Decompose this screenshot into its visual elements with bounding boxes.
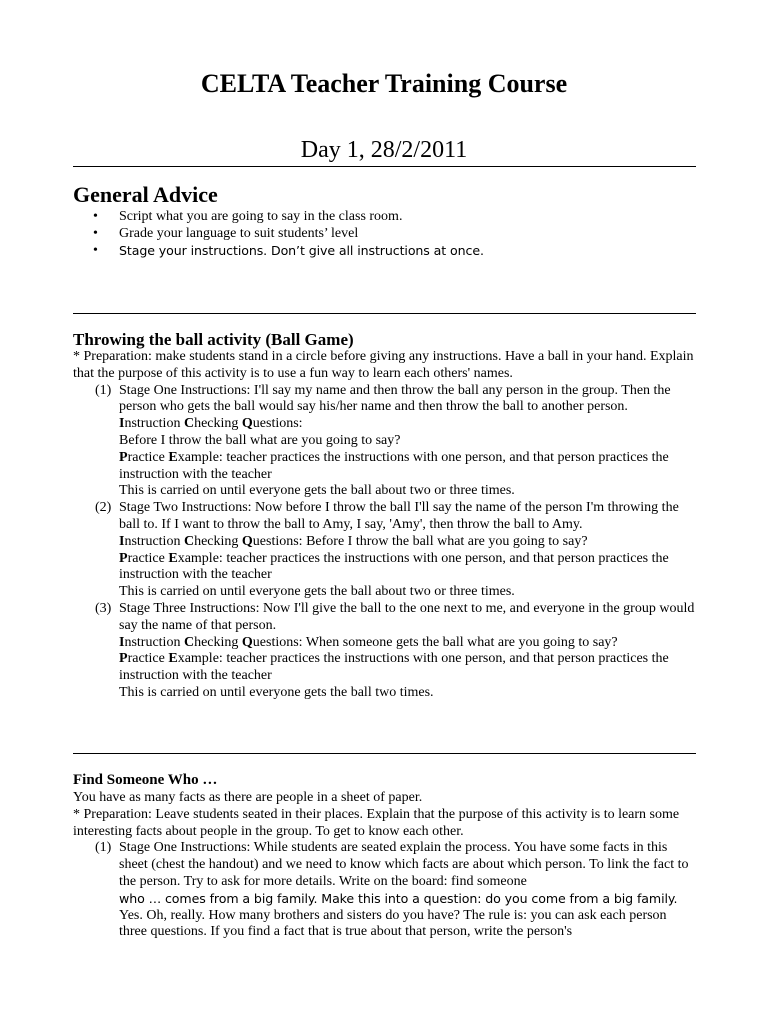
bullet-icon: • [93, 209, 98, 224]
list-item [73, 208, 693, 225]
icq-label: Instruction Checking Questions: [119, 533, 303, 549]
stage-repeat: This is carried on until everyone gets the ball about two or three times. [119, 483, 515, 499]
ball-game-stage-3 [73, 601, 698, 702]
label-initial: P [119, 550, 128, 566]
icq-label: Instruction Checking Questions: [119, 634, 303, 650]
practice-text: teacher practices the instructions with one person, and that person practices the instruction with the teacher [119, 550, 669, 583]
label-initial: Q [241, 416, 253, 432]
label-initial: Q [241, 634, 253, 650]
practice-label: Practice Example: [119, 651, 223, 667]
stage-number: (1) [95, 382, 112, 398]
find-someone-heading: Find Someone Who … [73, 772, 218, 788]
advice-text: Script what you are going to say in the class room. [119, 209, 403, 224]
section-divider [73, 313, 696, 314]
stage-number: (1) [95, 840, 112, 856]
ball-game-stage-1 [73, 383, 698, 501]
label-initial: P [119, 651, 128, 667]
stage-instructions: Stage Two Instructions: Now before I throw the ball I'll say the name of the person I'm throwing the ball to. If I want to throw the ball to Amy, I say, 'Amy', then throw the ball to Amy. [119, 500, 679, 532]
label-initial: I [119, 533, 125, 549]
general-advice-list [73, 208, 693, 260]
find-someone-stage-1 [73, 840, 698, 941]
stage-instructions: Stage One Instructions: While students are seated explain the process. You have some facts in this sheet (chest the handout) and we need to know which facts are about which person. To link the fact to the person. Try to ask for more details. Write on the board: find someone [119, 840, 689, 889]
stage-repeat: This is carried on until everyone gets the ball about two or three times. [119, 584, 515, 600]
label-initial: P [119, 449, 128, 465]
label-initial: C [183, 634, 195, 650]
stage-instructions-continued: Yes. Oh, really. How many brothers and sisters do you have? The rule is: you can ask each person three questions. If you find a fact that is true about that person, write the person's [119, 907, 667, 940]
label-initial: E [168, 550, 178, 566]
general-advice-heading: General Advice [73, 182, 218, 207]
label-initial: C [183, 416, 195, 432]
document-date: Day 1, 28/2/2011 [300, 137, 468, 163]
icq-label: Instruction Checking Questions: [119, 416, 303, 432]
document-title: CELTA Teacher Training Course [200, 69, 568, 98]
ball-game-body [73, 349, 698, 702]
stage-instructions: Stage Three Instructions: Now I'll give the ball to the one next to me, and everyone in the group would say the name of that person. [119, 600, 695, 633]
practice-text: teacher practices the instructions with one person, and that person practices the instruction with the teacher [119, 651, 669, 684]
advice-text: Stage your instructions. Don’t give all instructions at once. [119, 243, 484, 258]
section-divider [73, 753, 696, 754]
practice-label: Practice Example: [119, 550, 223, 566]
label-initial: E [168, 651, 178, 667]
ball-game-stage-2 [73, 500, 698, 601]
label-initial: C [183, 533, 195, 549]
icq-text: Before I throw the ball what are you going to say? [119, 432, 401, 448]
practice-text: teacher practices the instructions with one person, and that person practices the instruction with the teacher [119, 449, 669, 482]
find-someone-preparation: * Preparation: Leave students seated in their places. Explain that the purpose of this activity is to learn some interesting facts about people in the group. To get to know each other. [73, 806, 680, 839]
icq-text: When someone gets the ball what are you going to say? [305, 634, 618, 650]
label-initial: I [119, 634, 125, 650]
label-initial: Q [241, 533, 253, 549]
practice-label: Practice Example: [119, 449, 223, 465]
stage-repeat: This is carried on until everyone gets the ball two times. [119, 684, 434, 700]
find-someone-body [73, 790, 698, 941]
practice-line [119, 450, 698, 484]
section-divider [73, 166, 696, 167]
stage-instructions-handwritten: who … comes from a big family. Make this into a question: do you come from a big family. [119, 890, 678, 906]
practice-line [119, 651, 698, 685]
find-someone-intro: You have as many facts as there are people in a sheet of paper. [73, 790, 423, 805]
icq-line [119, 534, 698, 551]
stage-number: (3) [95, 600, 112, 616]
bullet-icon: • [93, 243, 98, 258]
list-item [73, 242, 693, 260]
ball-game-heading: Throwing the ball activity (Ball Game) [73, 330, 354, 349]
stage-number: (2) [95, 500, 112, 516]
ball-game-preparation: * Preparation: make students stand in a circle before giving any instructions. Have a ball in your hand. Explain that the purpose of this activity is to use a fun way to learn each others' names. [73, 349, 694, 381]
icq-text: Before I throw the ball what are you going to say? [306, 533, 588, 549]
icq-line [119, 635, 698, 652]
stage-instructions: Stage One Instructions: I'll say my name and then throw the ball any person in the group. Then the person who gets the ball would say his/her name and then throw the ball to another person. [119, 382, 671, 415]
advice-text: Grade your language to suit students’ level [119, 226, 359, 241]
label-initial: I [119, 416, 125, 432]
label-initial: E [168, 449, 178, 465]
list-item [73, 225, 693, 242]
bullet-icon: • [93, 226, 98, 241]
practice-line [119, 551, 698, 585]
